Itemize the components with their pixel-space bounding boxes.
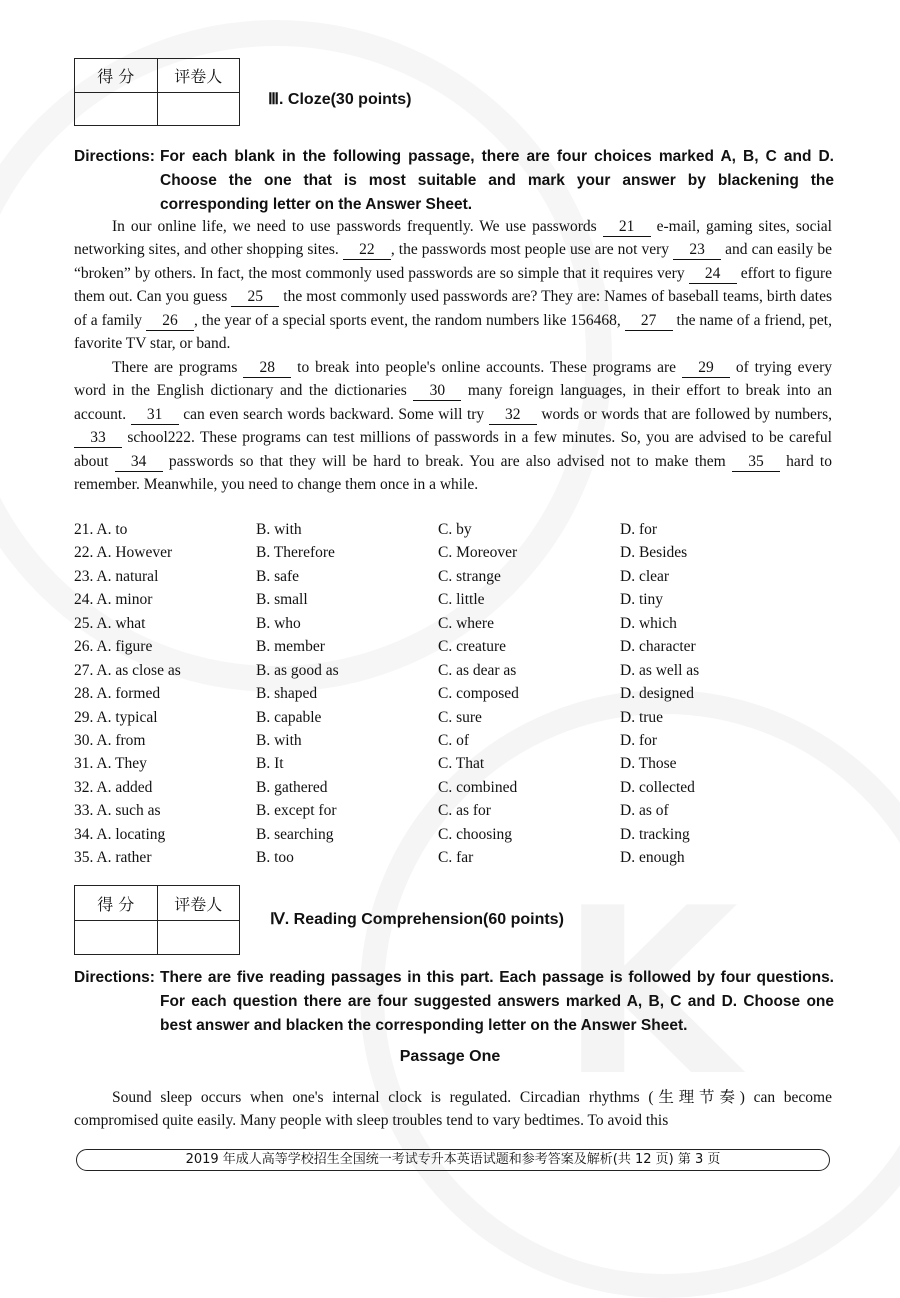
option-choice: 35. A. rather: [74, 849, 152, 867]
option-choice: 24. A. minor: [74, 591, 153, 609]
directions-label: Directions:: [74, 969, 155, 986]
cloze-blank: 28: [243, 359, 291, 378]
option-choice: D. tracking: [620, 825, 690, 843]
option-row: [74, 588, 834, 611]
cloze-blank: 25: [231, 288, 279, 307]
directions-text: There are five reading passages in this part. Each passage is followed by four questions. For each question there are four suggested answers marked A, B, C and D. Choose one best answer and blacken the corresponding letter on the Answer Sheet.: [160, 969, 834, 1034]
option-choice: B. with: [256, 731, 302, 749]
option-choice: B. too: [256, 849, 294, 867]
cloze-blank: 24: [689, 265, 737, 284]
option-choice: C. little: [438, 591, 485, 609]
option-choice: D. clear: [620, 567, 670, 585]
options-list: [74, 518, 834, 870]
option-choice: C. far: [438, 849, 474, 867]
option-choice: D. collected: [620, 778, 695, 796]
passage-one-text: Sound sleep occurs when one's internal clock is regulated. Circadian rhythms (生理节奏) can become compromised quite easily. Many people with sleep troubles tend to vary bedtimes. To avoid this: [74, 1089, 832, 1130]
option-row: [74, 706, 834, 729]
option-row: [74, 823, 834, 846]
option-choice: C. That: [438, 755, 485, 773]
score-entry: [75, 921, 157, 955]
option-choice: D. character: [620, 638, 696, 656]
option-row: [74, 682, 834, 705]
option-choice: C. combined: [438, 778, 518, 796]
option-choice: D. tiny: [620, 591, 664, 609]
option-choice: B. with: [256, 521, 302, 538]
option-choice: 31. A. They: [74, 755, 147, 773]
option-row: [74, 518, 834, 541]
passage-title: Passage One: [399, 1048, 501, 1065]
option-choice: 33. A. such as: [74, 802, 161, 820]
cloze-paragraph-1: In our online life, we need to use passwords frequently. We use passwords 21 e-mail, gaming sites, social networking sites, and other shopping sites. 22 , the passwords most people use are not very 23 and can easily be “broken” by others. In fact, the most commonly used passwords are so simple that it requires very 24 effort to figure them out. Can you guess 25 the most commonly used passwords are? They are: Names of baseball teams, birth dates of a family 26 , the year of a special sports event, the random numbers like 156468, 27 the name of a friend, pet, favorite TV star, or band.: [74, 218, 833, 353]
option-choice: B. safe: [256, 567, 300, 585]
option-choice: D. enough: [620, 849, 685, 867]
option-row: [74, 846, 834, 869]
score-box-section4: [74, 885, 240, 955]
option-row: [74, 659, 834, 682]
option-choice: 23. A. natural: [74, 567, 159, 585]
option-choice: B. as good as: [256, 661, 339, 679]
option-choice: B. It: [256, 755, 284, 773]
option-choice: C. sure: [438, 708, 482, 726]
option-choice: 32. A. added: [74, 778, 153, 796]
section3-title: Ⅲ. Cloze(30 points): [268, 91, 412, 108]
option-choice: C. strange: [438, 567, 501, 585]
option-row: [74, 776, 834, 799]
option-choice: B. member: [256, 638, 325, 656]
option-choice: B. shaped: [256, 685, 318, 703]
option-choice: C. where: [438, 614, 494, 632]
option-row: [74, 752, 834, 775]
option-choice: C. creature: [438, 638, 506, 656]
option-row: [74, 541, 834, 564]
cloze-blank: 33: [74, 429, 122, 448]
cloze-blank: 22: [343, 241, 391, 260]
section4-title: Ⅳ. Reading Comprehension(60 points): [270, 911, 564, 928]
option-choice: B. searching: [256, 825, 334, 843]
option-choice: D. Those: [620, 755, 677, 773]
section4-directions: [74, 966, 834, 1038]
option-choice: C. as dear as: [438, 661, 517, 679]
score-entry: [75, 93, 157, 126]
option-row: [74, 799, 834, 822]
cloze-paragraph-2: There are programs 28 to break into people's online accounts. These programs are 29 of trying every word in the English dictionary and the dictionaries 30 many foreign languages, in their effort to break into an account. 31 can even search words backward. Some will try 32 words or words that are followed by numbers, 33 school222. These programs can test millions of passwords in a few minutes. So, you are advised to be careful about 34 passwords so that they will be hard to break. You are also advised not to make them 35 hard to remember. Meanwhile, you need to change them once in a while.: [74, 359, 832, 494]
option-choice: 21. A. to: [74, 521, 128, 538]
option-choice: B. who: [256, 614, 301, 632]
grader-entry: [157, 921, 240, 955]
option-choice: 28. A. formed: [74, 685, 161, 703]
option-choice: C. as for: [438, 802, 491, 820]
option-row: [74, 612, 834, 635]
option-choice: 34. A. locating: [74, 825, 166, 843]
cloze-blank: 21: [603, 218, 651, 237]
score-label: 得 分: [97, 67, 135, 86]
option-choice: 30. A. from: [74, 731, 146, 749]
cloze-blank: 29: [682, 359, 730, 378]
cloze-blank: 27: [625, 312, 673, 331]
cloze-blank: 32: [489, 406, 537, 425]
option-choice: B. gathered: [256, 778, 328, 796]
option-choice: B. capable: [256, 708, 322, 726]
cloze-blank: 31: [131, 406, 179, 425]
option-choice: 22. A. However: [74, 544, 173, 562]
option-choice: C. choosing: [438, 825, 513, 843]
option-choice: D. designed: [620, 685, 695, 703]
cloze-blank: 23: [673, 241, 721, 260]
option-row: [74, 635, 834, 658]
option-choice: C. by: [438, 521, 472, 538]
section3-directions: [74, 145, 834, 217]
option-choice: 27. A. as close as: [74, 661, 181, 679]
grader-label: 评卷人: [157, 59, 240, 92]
option-choice: D. which: [620, 614, 677, 632]
cloze-blank: 35: [732, 453, 780, 472]
option-choice: B. small: [256, 591, 308, 609]
directions-label: Directions:: [74, 148, 155, 165]
option-choice: D. Besides: [620, 544, 688, 562]
option-choice: 26. A. figure: [74, 638, 153, 656]
score-label: 得 分: [97, 894, 135, 914]
page-footer: 2019 年成人高等学校招生全国统一考试专升本英语试题和参考答案及解析(共 12 页) 第 3 页: [76, 1149, 830, 1171]
cloze-blank: 30: [413, 382, 461, 401]
cloze-blank: 26: [146, 312, 194, 331]
directions-text: For each blank in the following passage, there are four choices marked A, B, C and D. Choose the one that is most suitable and mark your answer by blackening the corresponding letter on the Answer Sheet.: [160, 148, 834, 213]
option-choice: D. for: [620, 731, 658, 749]
option-choice: C. of: [438, 731, 469, 749]
option-choice: C. composed: [438, 685, 519, 703]
option-choice: D. true: [620, 708, 664, 726]
option-choice: B. except for: [256, 802, 337, 820]
cloze-blank: 34: [115, 453, 163, 472]
option-row: [74, 729, 834, 752]
option-choice: B. Therefore: [256, 544, 335, 562]
score-box-section3: [74, 58, 240, 126]
option-row: [74, 565, 834, 588]
grader-label: 评卷人: [157, 886, 240, 920]
option-choice: 29. A. typical: [74, 708, 158, 726]
grader-entry: [157, 93, 240, 126]
option-choice: 25. A. what: [74, 614, 146, 632]
option-choice: D. as well as: [620, 661, 700, 679]
option-choice: D. for: [620, 521, 658, 538]
option-choice: C. Moreover: [438, 544, 518, 562]
option-choice: D. as of: [620, 802, 669, 820]
